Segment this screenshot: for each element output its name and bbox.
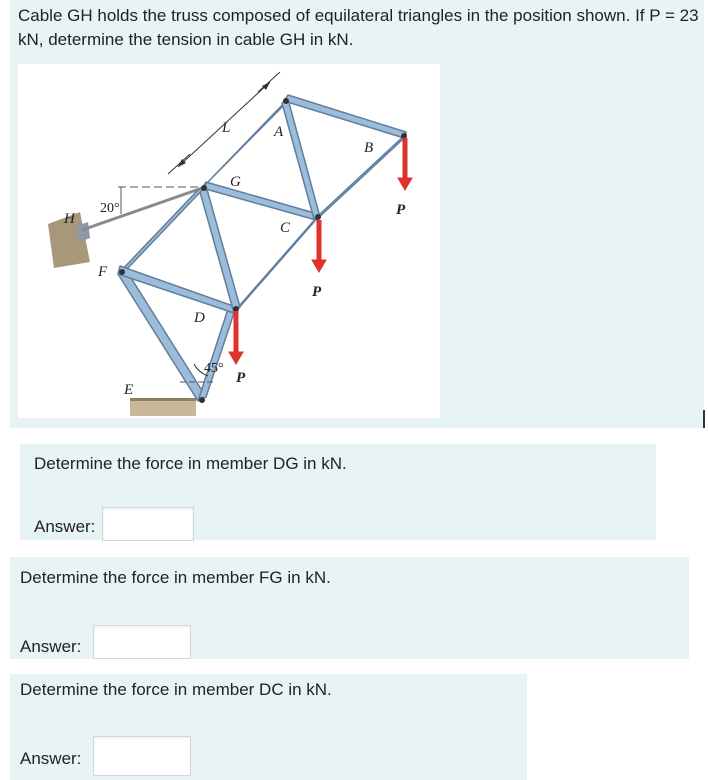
label-angle-20: 20° [100,201,120,216]
question-3-text: Determine the force in member DC in kN. [20,680,332,699]
truss-diagram [18,64,440,418]
answer-3-input[interactable] [93,736,191,776]
label-angle-45: 45° [204,361,224,376]
label-D: D [194,310,205,326]
label-L: L [222,120,231,136]
label-H: H [64,211,75,227]
question-1-text: Determine the force in member DG in kN. [34,454,347,473]
label-A: A [274,124,284,140]
answer-2-input[interactable] [93,625,191,659]
text-cursor [703,410,705,428]
answer-1-input[interactable] [102,507,194,541]
label-p-bottom: P [236,370,246,386]
label-p-mid: P [312,284,322,300]
label-C: C [280,220,291,236]
truss-members [118,95,406,401]
label-G: G [230,174,241,190]
answer-3-label: Answer: [20,749,82,768]
question-2-text: Determine the force in member FG in kN. [20,568,331,587]
ground-support-e [130,400,196,416]
answer-1-label: Answer: [34,517,96,536]
label-E: E [124,382,134,398]
answer-2-label: Answer: [20,637,82,656]
label-F: F [98,264,108,280]
label-p-right: P [396,202,406,218]
applied-forces [229,138,412,364]
label-B: B [364,140,374,156]
truss-figure [18,64,440,418]
problem-statement: Cable GH holds the truss composed of equilateral triangles in the position shown. If P = 23 kN, determine the tension in cable GH in kN. [18,6,699,49]
